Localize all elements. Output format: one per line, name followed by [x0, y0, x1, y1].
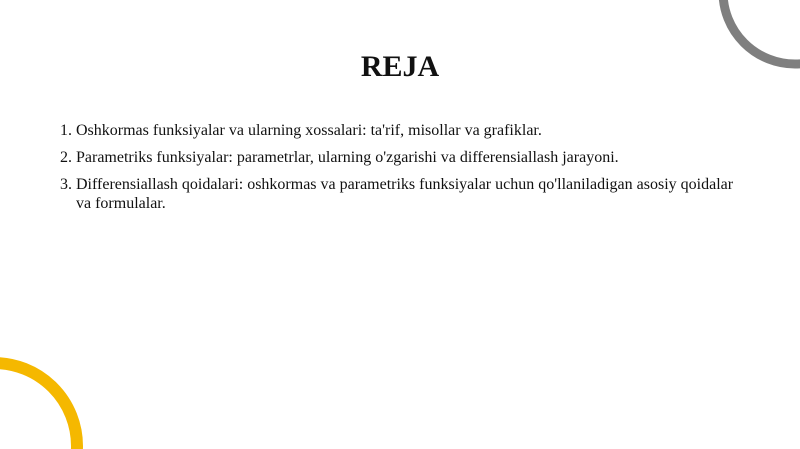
list-item-text: Oshkormas funksiyalar va ularning xossalari: ta'rif, misollar va grafiklar. [76, 122, 542, 139]
yellow-ring-shape [0, 363, 77, 449]
slide-title: REJA [360, 50, 440, 83]
list-item [60, 121, 740, 140]
plan-list [60, 121, 740, 221]
list-item-number: 2. [60, 149, 72, 166]
list-item-number: 1. [60, 122, 72, 139]
list-item-text: Parametriks funksiyalar: parametrlar, ularning o'zgarishi va differensiallash jarayoni. [76, 149, 619, 166]
list-item [60, 148, 740, 167]
list-item [60, 175, 740, 213]
list-item-number: 3. [60, 176, 72, 193]
list-item-text: Differensiallash qoidalari: oshkormas va parametriks funksiyalar uchun qo'llaniladigan asosiy qoidalar va formulalar. [76, 176, 734, 212]
